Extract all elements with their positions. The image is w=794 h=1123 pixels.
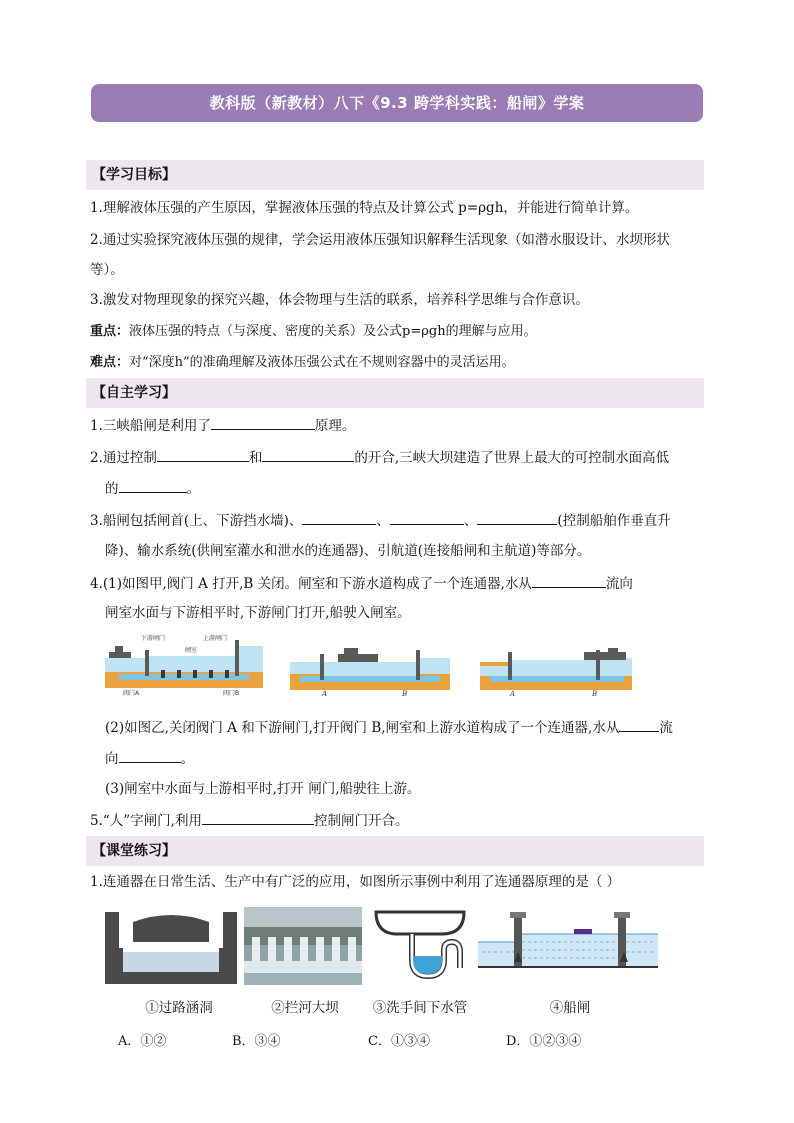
- q2-tail: 的开合,三峡大坝建造了世界上最大的可控制水面高低: [354, 450, 670, 466]
- caption-culvert: ①过路涵洞: [145, 1000, 213, 1016]
- q3-sep-1: 、: [376, 513, 390, 529]
- option-d[interactable]: D．①②③④: [506, 1034, 582, 1049]
- label-valve-b: 阀门B: [223, 690, 240, 696]
- option-b[interactable]: B．③④: [232, 1034, 281, 1049]
- label-b-3: B: [592, 690, 598, 698]
- q4-text: 4.(1)如图甲,阀门 A 打开,B 关闭。闸室和下游水道构成了一个连通器,水从: [90, 576, 532, 592]
- label-a-2: A: [322, 690, 328, 698]
- caption-sink-pipe: ③洗手间下水管: [372, 1000, 468, 1016]
- key-label: 重点：: [90, 324, 130, 339]
- q4-2-text: (2)如图乙,关闭阀门 A 和下游闸门,打开阀门 B,闸室和上游水道构成了一个连通器,水从: [105, 720, 620, 736]
- q4-3-line: (3)闸室中水面与上游相平时,打开 闸门,船驶往上游。: [105, 781, 421, 797]
- option-a[interactable]: A．①②: [118, 1034, 167, 1049]
- q4-2-tail: 流: [659, 720, 673, 736]
- q4-2-line: [105, 717, 725, 738]
- blank-q2-1[interactable]: [157, 447, 249, 462]
- q2-and: 和: [248, 450, 263, 466]
- dam-photo: [244, 907, 362, 985]
- q2-end: 。: [186, 481, 200, 497]
- q5-line: [90, 810, 710, 831]
- q3-tail: (控制船舶作垂直升: [557, 513, 671, 529]
- key-text: 液体压强的特点（与深度、密度的关系）及公式p=ρgh的理解与应用。: [129, 324, 537, 339]
- caption-dam: ②拦河大坝: [271, 1000, 339, 1016]
- q5-text: 5.“人”字闸门,利用: [90, 813, 202, 829]
- practice-q1: 1.连通器在日常生活、生产中有广泛的应用，如图所示事例中利用了连通器原理的是（ ）: [90, 874, 621, 890]
- blank-q3-3[interactable]: [477, 510, 557, 525]
- goal-1: 1.理解液体压强的产生原因，掌握液体压强的特点及计算公式 p=ρgh，并能进行简单计算。: [90, 200, 639, 216]
- q2-line: [90, 447, 710, 468]
- diff-text: 对“深度h”的准确理解及液体压强公式在不规则容器中的灵活运用。: [129, 355, 515, 370]
- q3-sep-2: 、: [463, 513, 478, 529]
- goal-2-cont: 等）。: [90, 262, 124, 278]
- blank-q1[interactable]: [211, 415, 315, 430]
- q2-line-2: [105, 478, 725, 499]
- label-chamber: 闸室: [185, 647, 198, 654]
- q4-2-end: 。: [180, 751, 194, 767]
- q1-text: 1.三峡船闸是利用了: [90, 418, 211, 434]
- sink-pipe-figure: [372, 910, 468, 984]
- ship-lock-figure: [478, 912, 658, 974]
- section-heading-self-study: 【自主学习】: [86, 378, 704, 408]
- q1-tail: 原理。: [314, 418, 356, 434]
- q3-line-2: 降)、输水系统(供闸室灌水和泄水的连通器)、引航道(连接船闸和主航道)等部分。: [105, 543, 591, 559]
- blank-q3-2[interactable]: [390, 510, 464, 525]
- q4-tail: 流向: [605, 576, 633, 592]
- q4-2-xiang: 向: [105, 751, 119, 767]
- q2-de: 的: [105, 481, 119, 497]
- label-up-gate: 上游闸门: [203, 635, 228, 642]
- key-point: [90, 322, 710, 342]
- blank-q4-1[interactable]: [532, 573, 606, 588]
- q4-2-line-2: [105, 748, 725, 769]
- goal-2: 2.通过实验探究液体压强的规律，学会运用液体压强知识解释生活现象（如潜水服设计、水坝形状: [90, 232, 670, 248]
- label-down-gate: 下游闸门: [141, 635, 166, 642]
- lock-figure-b: [290, 648, 450, 698]
- diff-label: 难点：: [90, 355, 130, 370]
- section-heading-practice: 【课堂练习】: [86, 836, 704, 866]
- goal-3: 3.激发对物理现象的探究兴趣，体会物理与生活的联系，培养科学思维与合作意识。: [90, 292, 589, 308]
- blank-q2-3[interactable]: [119, 478, 187, 493]
- q2-text: 2.通过控制: [90, 450, 157, 466]
- culvert-figure: [105, 908, 237, 984]
- page-title: 教科版（新教材）八下《9.3 跨学科实践：船闸》学案: [91, 84, 703, 122]
- label-b-2: B: [402, 690, 408, 698]
- q4-line-2: 闸室水面与下游相平时,下游闸门打开,船驶入闸室。: [105, 605, 411, 621]
- lock-figure-a: [105, 632, 263, 696]
- blank-q4-2-2[interactable]: [119, 748, 181, 763]
- blank-q5[interactable]: [202, 810, 314, 825]
- lock-figure-c: [480, 648, 632, 698]
- q3-text: 3.船闸包括闸首(上、下游挡水墙)、: [90, 513, 303, 529]
- caption-ship-lock: ④船闸: [549, 1000, 591, 1016]
- q5-tail: 控制闸门开合。: [313, 813, 409, 829]
- q3-line: [90, 510, 710, 531]
- option-c[interactable]: C．①③④: [368, 1034, 430, 1049]
- difficult-point: [90, 353, 710, 373]
- section-heading-goals: 【学习目标】: [86, 160, 704, 190]
- q1-line: [90, 415, 710, 436]
- blank-q3-1[interactable]: [302, 510, 376, 525]
- label-a-3: A: [510, 690, 516, 698]
- q4-line: [90, 573, 710, 594]
- blank-q2-2[interactable]: [262, 447, 354, 462]
- blank-q4-2-1[interactable]: [619, 717, 659, 732]
- label-valve-a: 阀门A: [123, 690, 140, 696]
